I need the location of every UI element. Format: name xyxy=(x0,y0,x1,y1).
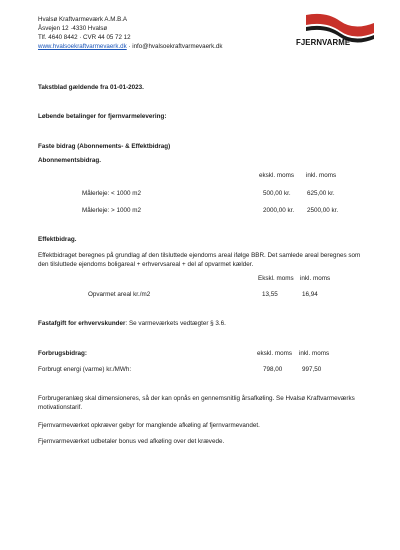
business-fee-text: : Se varmeværkets vedtægter § 3.6. xyxy=(125,320,226,327)
effect-col-excl: Ekskl. moms xyxy=(258,275,294,282)
email-text: · info@hvalsoekraftvarmevaerk.dk xyxy=(128,43,223,50)
logo-text: FJERNVARME xyxy=(296,38,351,47)
subscription-row-excl: 2000,00 kr. xyxy=(263,207,295,214)
effect-heading: Effektbidrag. xyxy=(38,236,77,243)
website-link[interactable]: www.hvalsoekraftvarmevaerk.dk xyxy=(38,43,127,50)
subscription-row-label: Målerleje: > 1000 m2 xyxy=(82,207,141,214)
note-bonus: Fjernvarmeværket udbetaler bonus ved afkøling over det krævede. xyxy=(38,438,225,445)
contact-line xyxy=(38,42,222,51)
consumption-row-incl: 997,50 xyxy=(302,366,322,373)
subscription-col-incl: inkl. moms xyxy=(306,172,337,179)
effect-row-excl: 13,55 xyxy=(262,291,278,298)
effect-description: Effektbidraget beregnes på grundlag af den tilsluttede ejendoms areal ifølge BBR. Det samlede areal beregnes som den tilsluttede ejendoms boligareal + erhvervsareal + del af opvarmet kælder. xyxy=(38,252,361,269)
consumption-col-incl: inkl. moms xyxy=(299,350,330,357)
subscription-heading: Abonnementsbidrag. xyxy=(38,157,101,164)
subscription-row-incl: 2500,00 kr. xyxy=(307,207,339,214)
note-fee: Fjernvarmeværket opkræver gebyr for manglende afkøling af fjernvarmevandet. xyxy=(38,422,260,429)
business-fee-label: Fastafgift for erhvervskunder xyxy=(38,320,126,327)
company-name: Hvalsø Kraftvarmeværk A.M.B.A xyxy=(38,16,128,23)
company-phone-cvr: Tlf. 4640 8442 · CVR 44 05 72 12 xyxy=(38,34,131,41)
letterhead xyxy=(38,15,222,51)
subscription-row-incl: 625,00 kr. xyxy=(307,190,335,197)
subscription-row-label: Målerleje: < 1000 m2 xyxy=(82,190,141,197)
consumption-row-excl: 798,00 xyxy=(263,366,283,373)
ongoing-payments-heading: Løbende betalinger for fjernvarmelevering: xyxy=(38,113,167,120)
effect-col-incl: inkl. moms xyxy=(300,275,331,282)
subscription-row-excl: 500,00 kr. xyxy=(263,190,291,197)
fixed-fees-heading: Faste bidrag (Abonnements- & Effektbidrag) xyxy=(38,143,171,150)
effect-row-label: Opvarmet areal kr./m2 xyxy=(88,291,151,298)
consumption-col-excl: ekskl. moms xyxy=(257,350,292,357)
document-title: Takstblad gældende fra 01-01-2023. xyxy=(38,84,144,91)
business-fee-line xyxy=(38,320,226,328)
company-address: Åsvejen 12 ·4330 Hvalsø xyxy=(38,25,108,32)
consumption-row-label: Forbrugt energi (varme) kr./MWh: xyxy=(38,366,132,373)
consumption-heading: Forbrugsbidrag: xyxy=(38,350,87,357)
effect-row-incl: 16,94 xyxy=(302,291,318,298)
subscription-col-excl: ekskl. moms xyxy=(259,172,294,179)
note-dimensioning: Forbrugeranlæg skal dimensioneres, så der kan opnås en gennemsnitlig årsafkøling. Se Hvalsø Kraftvarmeværks motivationstarif. xyxy=(38,395,355,412)
